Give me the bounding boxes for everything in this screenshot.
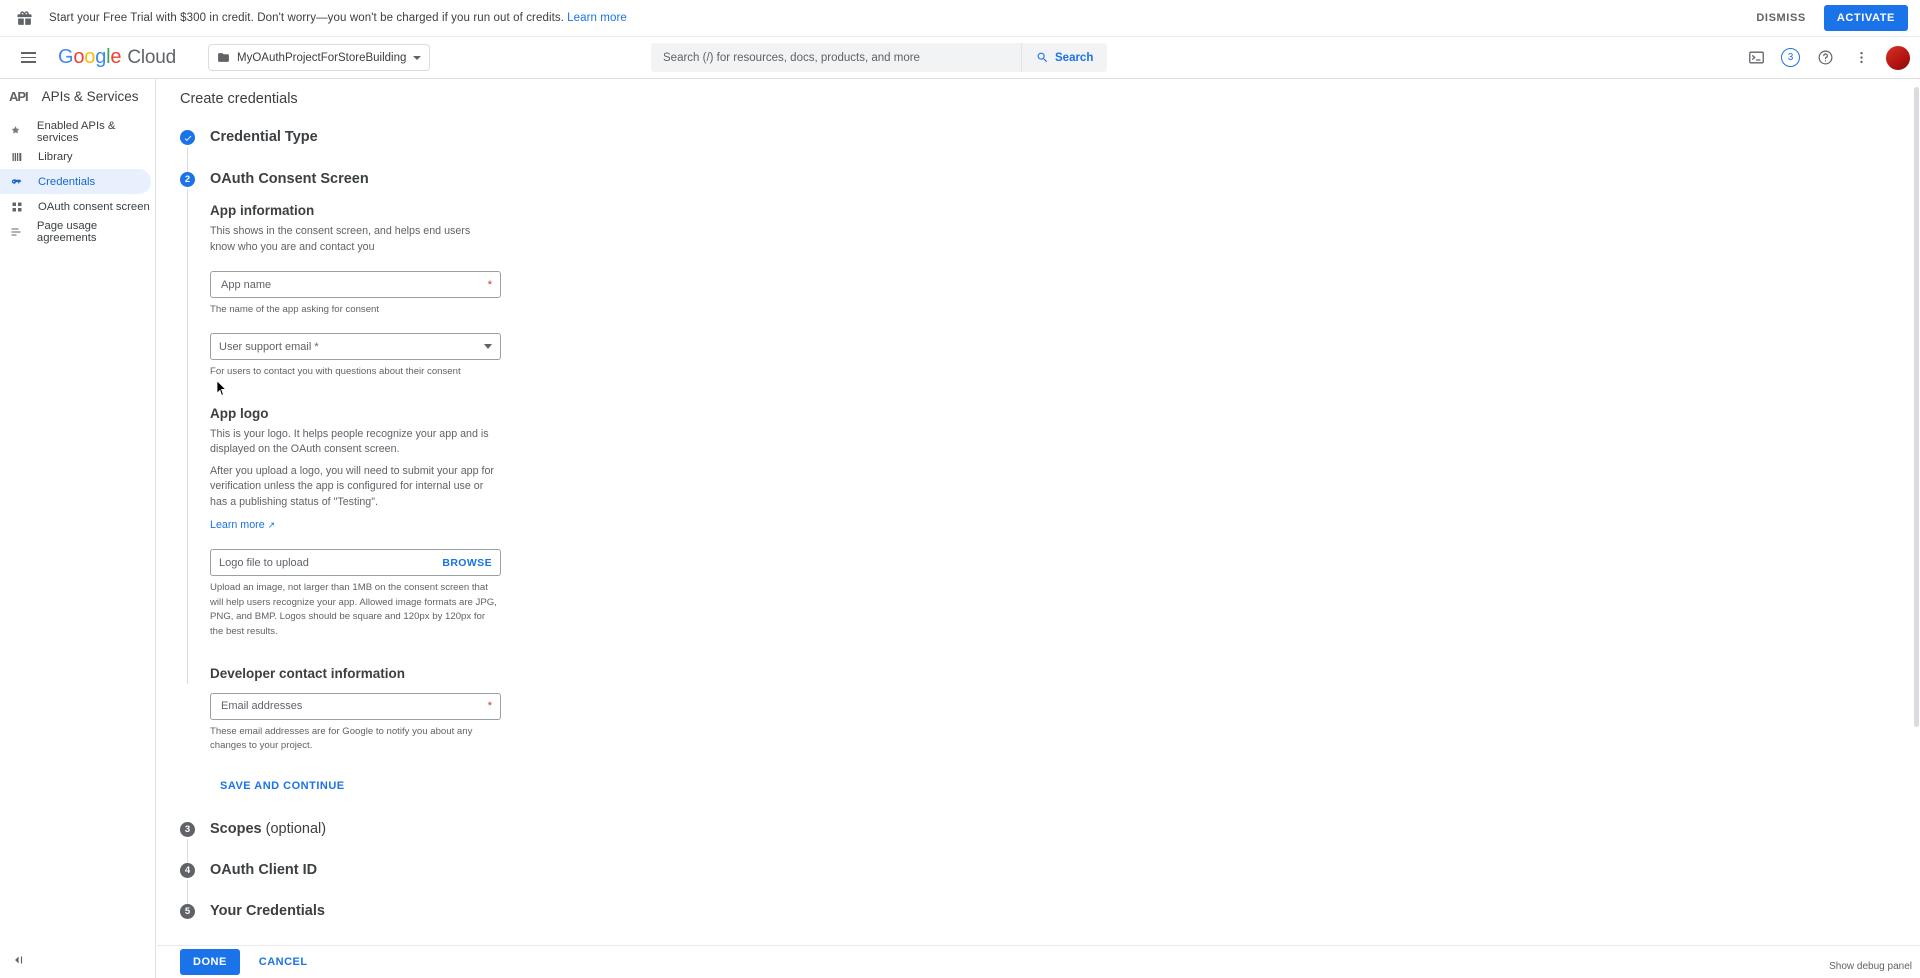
step-1-connector: [187, 147, 188, 175]
app-logo-description-1: This is your logo. It helps people recognize your app and is displayed on the OAuth consent screen.: [210, 427, 489, 456]
agreements-icon: [9, 226, 23, 238]
logo-letter-g2: g: [95, 46, 107, 68]
step-2-connector: [187, 189, 188, 684]
user-support-email-label: User support email *: [219, 340, 319, 353]
developer-email-helper: These email addresses are for Google to notify you about any changes to your project.: [210, 725, 473, 752]
step-credential-type[interactable]: [180, 130, 1920, 145]
help-icon[interactable]: [1814, 47, 1836, 69]
gift-icon: [13, 7, 35, 29]
sidebar-label-credentials: Credentials: [38, 175, 96, 188]
key-icon: [9, 175, 24, 188]
step-your-credentials[interactable]: [180, 904, 1920, 919]
step-oauth-consent-screen: [180, 172, 1920, 800]
logo-letter-g: G: [58, 46, 74, 68]
developer-contact-heading: Developer contact information: [210, 665, 406, 681]
scrollbar-thumb[interactable]: [1914, 87, 1919, 727]
developer-email-field[interactable]: [210, 693, 501, 720]
step-1-title: Credential Type: [210, 129, 318, 145]
activate-button[interactable]: ACTIVATE: [1824, 5, 1908, 31]
sidebar-title: [0, 79, 155, 113]
logo-product-name: Cloud: [127, 47, 177, 68]
trial-banner-message: Start your Free Trial with $300 in credit. Don't worry—you won't be charged if you run out of credits.: [49, 12, 565, 24]
step-3-marker: 3: [180, 822, 195, 837]
browse-button[interactable]: BROWSE: [442, 556, 492, 569]
google-cloud-logo[interactable]: [58, 46, 176, 69]
search-button[interactable]: [1021, 43, 1107, 72]
chevron-down-icon: [484, 344, 492, 349]
cancel-button[interactable]: CANCEL: [248, 949, 319, 975]
step-4-marker: 4: [180, 863, 195, 878]
external-link-icon: ↗: [267, 520, 276, 531]
step-1-marker: [180, 130, 195, 145]
main-content: [157, 79, 1920, 978]
search-button-label: Search: [1055, 51, 1094, 64]
logo-letter-o2: o: [84, 46, 96, 68]
sidebar-item-page-usage-agreements[interactable]: [0, 219, 151, 244]
developer-email-required-mark: *: [487, 700, 492, 713]
app-name-helper: The name of the app asking for consent: [210, 304, 380, 316]
trial-learn-more-link[interactable]: Learn more: [567, 12, 627, 24]
avatar[interactable]: [1886, 46, 1910, 70]
logo-letter-l: l: [106, 46, 111, 68]
logo-letter-o1: o: [73, 46, 85, 68]
consent-icon: [9, 201, 24, 213]
step-3-connector: [187, 839, 188, 866]
step-5-marker: 5: [180, 904, 195, 919]
more-vert-icon[interactable]: [1850, 47, 1872, 69]
app-logo-heading: App logo: [210, 405, 269, 421]
sidebar-item-oauth-consent-screen[interactable]: [0, 194, 151, 219]
app-name-field[interactable]: [210, 271, 501, 298]
logo-upload-helper: Upload an image, not larger than 1MB on the consent screen that will help users recognize your app. Allowed image formats are JPG, PNG, and BMP. Logos should be square and 120px by 120px for the best results.: [210, 582, 497, 637]
top-header: [0, 37, 1920, 79]
step-4-connector: [187, 880, 188, 907]
logo-upload-field[interactable]: [210, 549, 501, 576]
page-scrollbar[interactable]: [1913, 79, 1920, 978]
search-area: [651, 43, 1107, 72]
app-name-required-mark: *: [487, 278, 492, 291]
step-3-title-text: Scopes: [210, 820, 262, 837]
trial-banner-text: [49, 12, 627, 24]
sidebar-label-oauth-consent-screen: OAuth consent screen: [38, 200, 150, 213]
page-title: Create credentials: [180, 91, 298, 107]
chevron-down-icon: [413, 56, 421, 60]
footer-actions: [157, 945, 1920, 978]
step-3-title: [210, 822, 326, 837]
sidebar: [0, 79, 156, 978]
create-credentials-stepper: [157, 130, 1920, 919]
done-button[interactable]: DONE: [180, 949, 240, 975]
hamburger-icon[interactable]: [8, 38, 48, 78]
dismiss-button[interactable]: DISMISS: [1748, 6, 1813, 30]
step-3-title-suffix: (optional): [261, 820, 327, 837]
app-name-input[interactable]: [219, 278, 486, 292]
sidebar-label-enabled-apis: Enabled APIs & services: [36, 119, 116, 144]
user-support-email-helper: For users to contact you with questions about their consent: [210, 366, 461, 378]
logo-letter-e: e: [110, 46, 122, 68]
sidebar-label-page-usage-agreements: Page usage agreements: [36, 219, 98, 244]
step-2-title: OAuth Consent Screen: [210, 171, 369, 187]
sidebar-title-label: APIs & Services: [41, 88, 139, 104]
step-scopes[interactable]: [180, 822, 1920, 837]
show-debug-panel-link[interactable]: Show debug panel: [1829, 961, 1912, 972]
app-logo-learn-more-link[interactable]: Learn more: [210, 519, 265, 532]
step-5-title: Your Credentials: [210, 902, 325, 919]
api-icon: API: [9, 88, 28, 104]
sidebar-item-library[interactable]: [0, 144, 151, 169]
library-icon: [9, 151, 24, 163]
step-2-marker: 2: [180, 172, 195, 187]
step-oauth-client-id[interactable]: [180, 863, 1920, 878]
header-actions: [1745, 46, 1910, 70]
developer-email-input[interactable]: [219, 699, 486, 713]
step-4-title: OAuth Client ID: [210, 861, 318, 878]
notifications-badge[interactable]: 3: [1781, 48, 1800, 67]
cloud-shell-icon[interactable]: [1745, 47, 1767, 69]
sidebar-item-credentials[interactable]: [0, 169, 151, 194]
app-information-heading: App information: [210, 203, 315, 218]
project-selector[interactable]: [208, 44, 430, 71]
logo-upload-placeholder: Logo file to upload: [219, 556, 309, 569]
sidebar-item-enabled-apis[interactable]: [0, 119, 151, 144]
user-support-email-select[interactable]: [210, 333, 501, 360]
app-logo-description-2: After you upload a logo, you will need to submit your app for verification unless the app is configured for internal use or has a publishing status of "Testing".: [210, 464, 494, 508]
app-information-description: This shows in the consent screen, and helps end users know who you are and contact you: [210, 225, 471, 253]
oauth-consent-form: [210, 187, 540, 800]
sidebar-label-library: Library: [38, 150, 73, 163]
dashboard-icon: [9, 125, 23, 138]
search-icon: [1036, 51, 1049, 64]
search-input[interactable]: [651, 43, 1021, 72]
save-and-continue-button[interactable]: SAVE AND CONTINUE: [210, 772, 355, 800]
project-icon: [217, 51, 230, 64]
project-name: MyOAuthProjectForStoreBuilding: [237, 51, 407, 64]
collapse-panel-icon[interactable]: [11, 953, 25, 970]
free-trial-banner: [0, 0, 1920, 37]
